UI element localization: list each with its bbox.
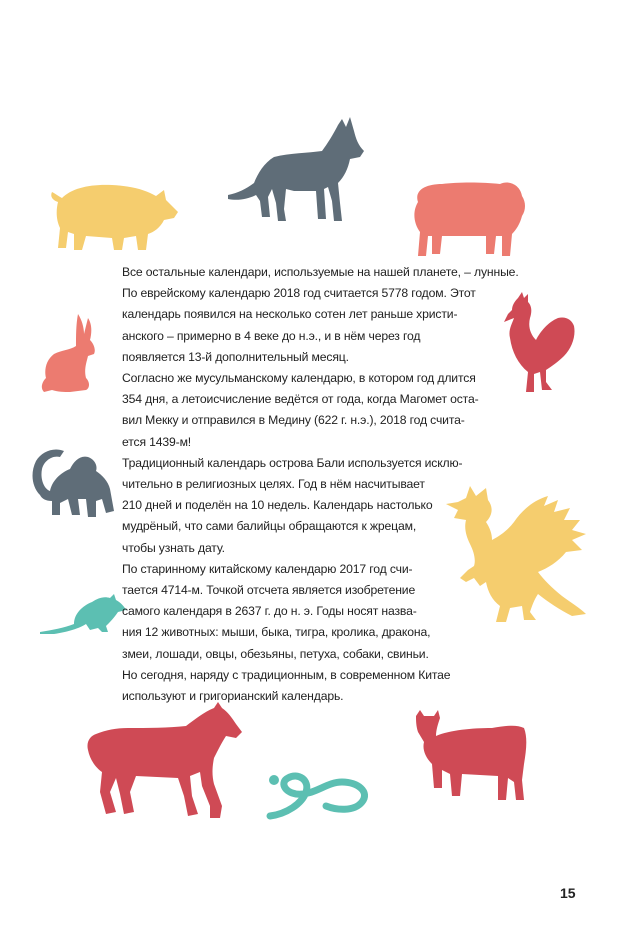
text-line: вил Мекку и отправился в Медину (622 г. н.э.), 2018 год счита- (122, 413, 465, 428)
body-text (122, 262, 519, 707)
text-line: Традиционный календарь острова Бали используется исклю- (122, 455, 463, 470)
text-line: ется 1439-м! (122, 434, 192, 449)
text-line: используют и григорианский календарь. (122, 689, 344, 704)
text-line: 354 дня, а летоисчисление ведётся от года, когда Магомет оста- (122, 392, 479, 407)
text-line: анского – примерно в 4 веке до н.э., и в нём через год (122, 328, 421, 343)
text-line: чтобы узнать дату. (122, 540, 225, 555)
text-line: Согласно же мусульманскому календарю, в котором год длится (122, 371, 476, 386)
text-line: тается 4714-м. Точкой отсчета является изобретение (122, 583, 416, 598)
text-line: ния 12 животных: мыши, быка, тигра, кролика, дракона, (122, 625, 431, 640)
dog-icon (228, 117, 366, 223)
horse-icon (86, 702, 244, 820)
sheep-icon (412, 178, 526, 258)
text-line: мудрёный, что сами балийцы обращаются к жрецам, (122, 519, 417, 534)
text-line: По старинному китайскому календарю 2017 год счи- (122, 561, 413, 576)
snake-icon (266, 770, 376, 820)
text-line: змеи, лошади, овцы, обезьяны, петуха, собаки, свиньи. (122, 646, 429, 661)
pig-icon (50, 180, 180, 252)
rat-icon (40, 592, 126, 636)
text-line: 210 дней и поделён на 10 недель. Календарь настолько (122, 498, 433, 513)
text-line: Все остальные календари, используемые на нашей планете, – лунные. (122, 265, 519, 279)
text-line: календарь появился на несколько сотен лет раньше христи- (122, 307, 458, 322)
rabbit-icon (40, 312, 100, 394)
text-line: Но сегодня, наряду с традиционным, в современном Китае (122, 667, 451, 682)
text-line: По еврейскому календарю 2018 год считается 5778 годом. Этот (122, 286, 476, 301)
page-number: 15 (560, 885, 576, 901)
text-line: чительно в религиозных целях. Год в нём насчитывает (122, 477, 425, 492)
text-line: самого календаря в 2637 г. до н. э. Годы носят назва- (122, 604, 417, 619)
text-line: появляется 13-й дополнительный месяц. (122, 349, 349, 364)
ox-icon (412, 708, 528, 804)
rooster-icon (502, 292, 576, 394)
monkey-icon (30, 447, 116, 519)
